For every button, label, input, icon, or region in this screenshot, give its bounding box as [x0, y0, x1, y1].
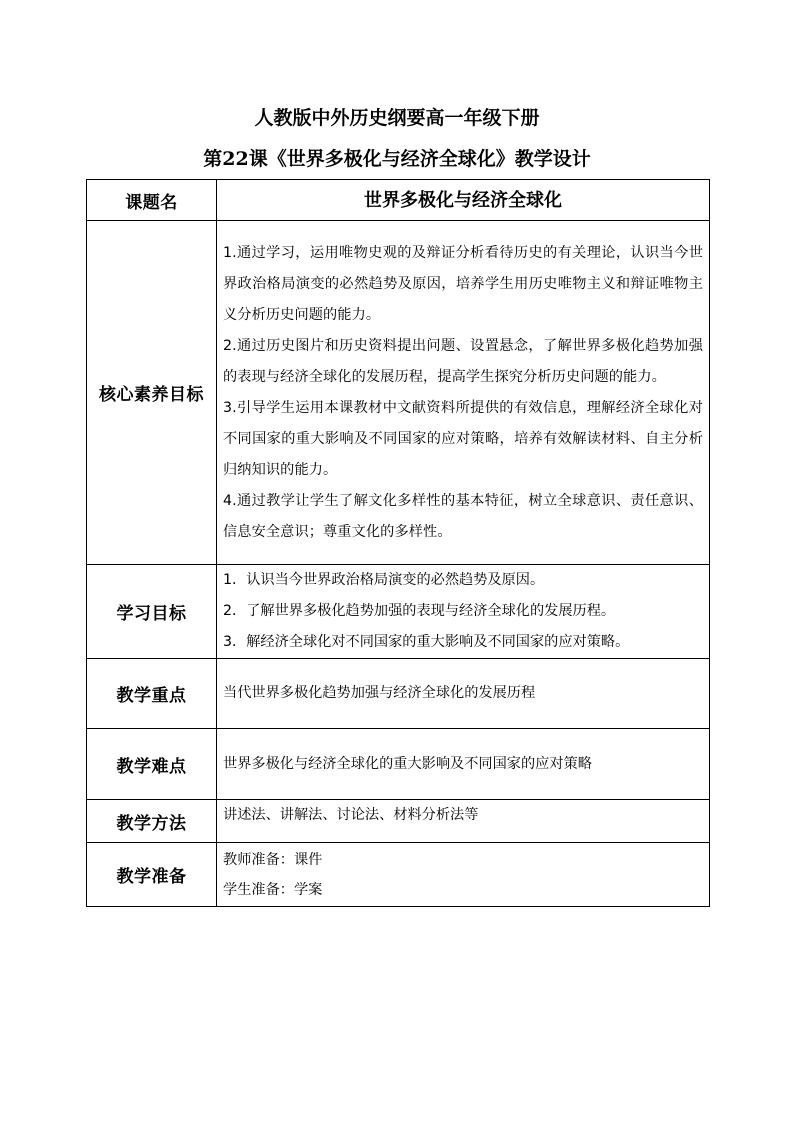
- table-row-learning-goals: [87, 565, 710, 659]
- learning-goal-item-1: 1．认识当今世界政治格局演变的必然趋势及原因。: [223, 572, 545, 588]
- student-preparation: 学生准备：学案: [223, 881, 323, 898]
- table-row-methods: [87, 800, 710, 843]
- core-goal-item-3: 3.引导学生运用本课教材中文献资料所提供的有效信息，理解经济全球化对不同国家的重大影响及不同国家的应对策略，培养有效解读材料、自主分析归纳知识的能力。: [223, 399, 703, 478]
- core-goal-item-4: 4.通过教学让学生了解文化多样性的基本特征，树立全球意识、责任意识、信息安全意识；尊重文化的多样性。: [223, 492, 703, 540]
- core-goal-item-2: 2.通过历史图片和历史资料提出问题、设置悬念，了解世界多极化趋势加强的表现与经济全球化的发展历程，提高学生探究分析历史问题的能力。: [223, 337, 703, 385]
- key-points-label: 教学重点: [87, 659, 217, 729]
- methods-value: 讲述法、讲解法、讨论法、材料分析法等: [223, 807, 479, 823]
- table-row-key-points: [87, 659, 710, 729]
- topic-label: 课题名: [87, 180, 217, 221]
- difficulties-value: 世界多极化与经济全球化的重大影响及不同国家的应对策略: [223, 755, 592, 772]
- core-goals-label: 核心素养目标: [87, 221, 217, 565]
- learning-goal-item-2: 2．了解世界多极化趋势加强的表现与经济全球化的发展历程。: [223, 603, 616, 619]
- topic-value: 世界多极化与经济全球化: [364, 189, 562, 211]
- preparation-cell: [217, 843, 710, 907]
- table-row-difficulties: [87, 729, 710, 800]
- table-row-core-goals: [87, 221, 710, 565]
- methods-label: 教学方法: [87, 800, 217, 843]
- document-title: 人教版中外历史纲要高一年级下册: [254, 107, 540, 129]
- difficulties-label: 教学难点: [87, 729, 217, 800]
- key-points-value: 当代世界多极化趋势加强与经济全球化的发展历程: [223, 685, 536, 701]
- learning-goals-cell: [217, 565, 710, 659]
- core-goal-item-1: 1.通过学习，运用唯物史观的及辩证分析看待历史的有关理论，认识当今世界政治格局演变的必然趋势及原因，培养学生用历史唯物主义和辩证唯物主义分析历史问题的能力。: [223, 244, 703, 323]
- lesson-plan-table: [86, 179, 710, 907]
- learning-goal-item-3: 3．解经济全球化对不同国家的重大影响及不同国家的应对策略。: [223, 634, 630, 650]
- preparation-label: 教学准备: [87, 843, 217, 907]
- teacher-preparation: 教师准备：课件: [223, 851, 323, 868]
- core-goals-cell: [217, 221, 710, 565]
- table-row-topic: [87, 180, 710, 221]
- methods-cell: [217, 800, 710, 843]
- key-points-cell: [217, 659, 710, 729]
- table-row-preparation: [87, 843, 710, 907]
- topic-value-cell: [217, 180, 710, 221]
- lesson-title: 第22课《世界多极化与经济全球化》教学设计: [203, 148, 591, 170]
- learning-goals-label: 学习目标: [87, 565, 217, 659]
- difficulties-cell: [217, 729, 710, 800]
